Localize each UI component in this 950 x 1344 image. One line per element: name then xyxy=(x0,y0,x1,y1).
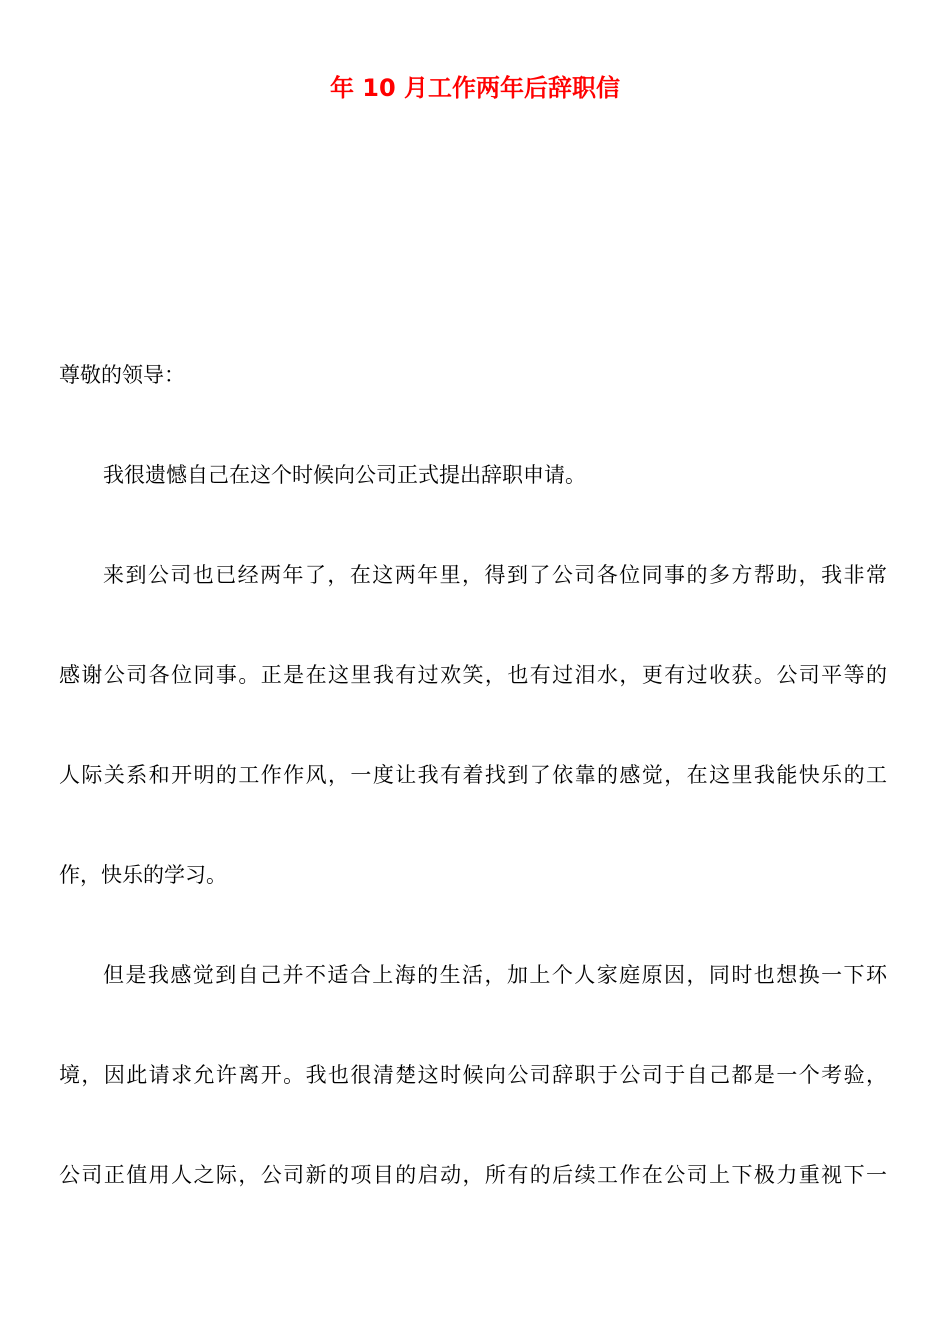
paragraph-2-line-1: 来到公司也已经两年了，在这两年里，得到了公司各位同事的多方帮助，我非常 xyxy=(103,563,887,587)
paragraph-3-line-1: 但是我感觉到自己并不适合上海的生活，加上个人家庭原因，同时也想换一下环 xyxy=(103,963,887,987)
letter-body xyxy=(59,350,893,1200)
paragraph-2-line-2: 感谢公司各位同事。正是在这里我有过欢笑，也有过泪水，更有过收获。公司平等的 xyxy=(59,663,887,687)
paragraph-2-line-3: 人际关系和开明的工作作风，一度让我有着找到了依靠的感觉，在这里我能快乐的工 xyxy=(59,763,887,787)
paragraph-3-line-3: 公司正值用人之际，公司新的项目的启动，所有的后续工作在公司上下极力重视下一 xyxy=(59,1163,887,1187)
document-title: 年 10 月工作两年后辞职信 xyxy=(329,74,621,102)
paragraph-2-line-4: 作，快乐的学习。 xyxy=(59,863,227,887)
paragraph-1-line-1: 我很遗憾自己在这个时候向公司正式提出辞职申请。 xyxy=(103,463,586,487)
paragraph-3-line-2: 境，因此请求允许离开。我也很清楚这时候向公司辞职于公司于自己都是一个考验， xyxy=(59,1063,887,1087)
salutation: 尊敬的领导： xyxy=(59,363,185,387)
